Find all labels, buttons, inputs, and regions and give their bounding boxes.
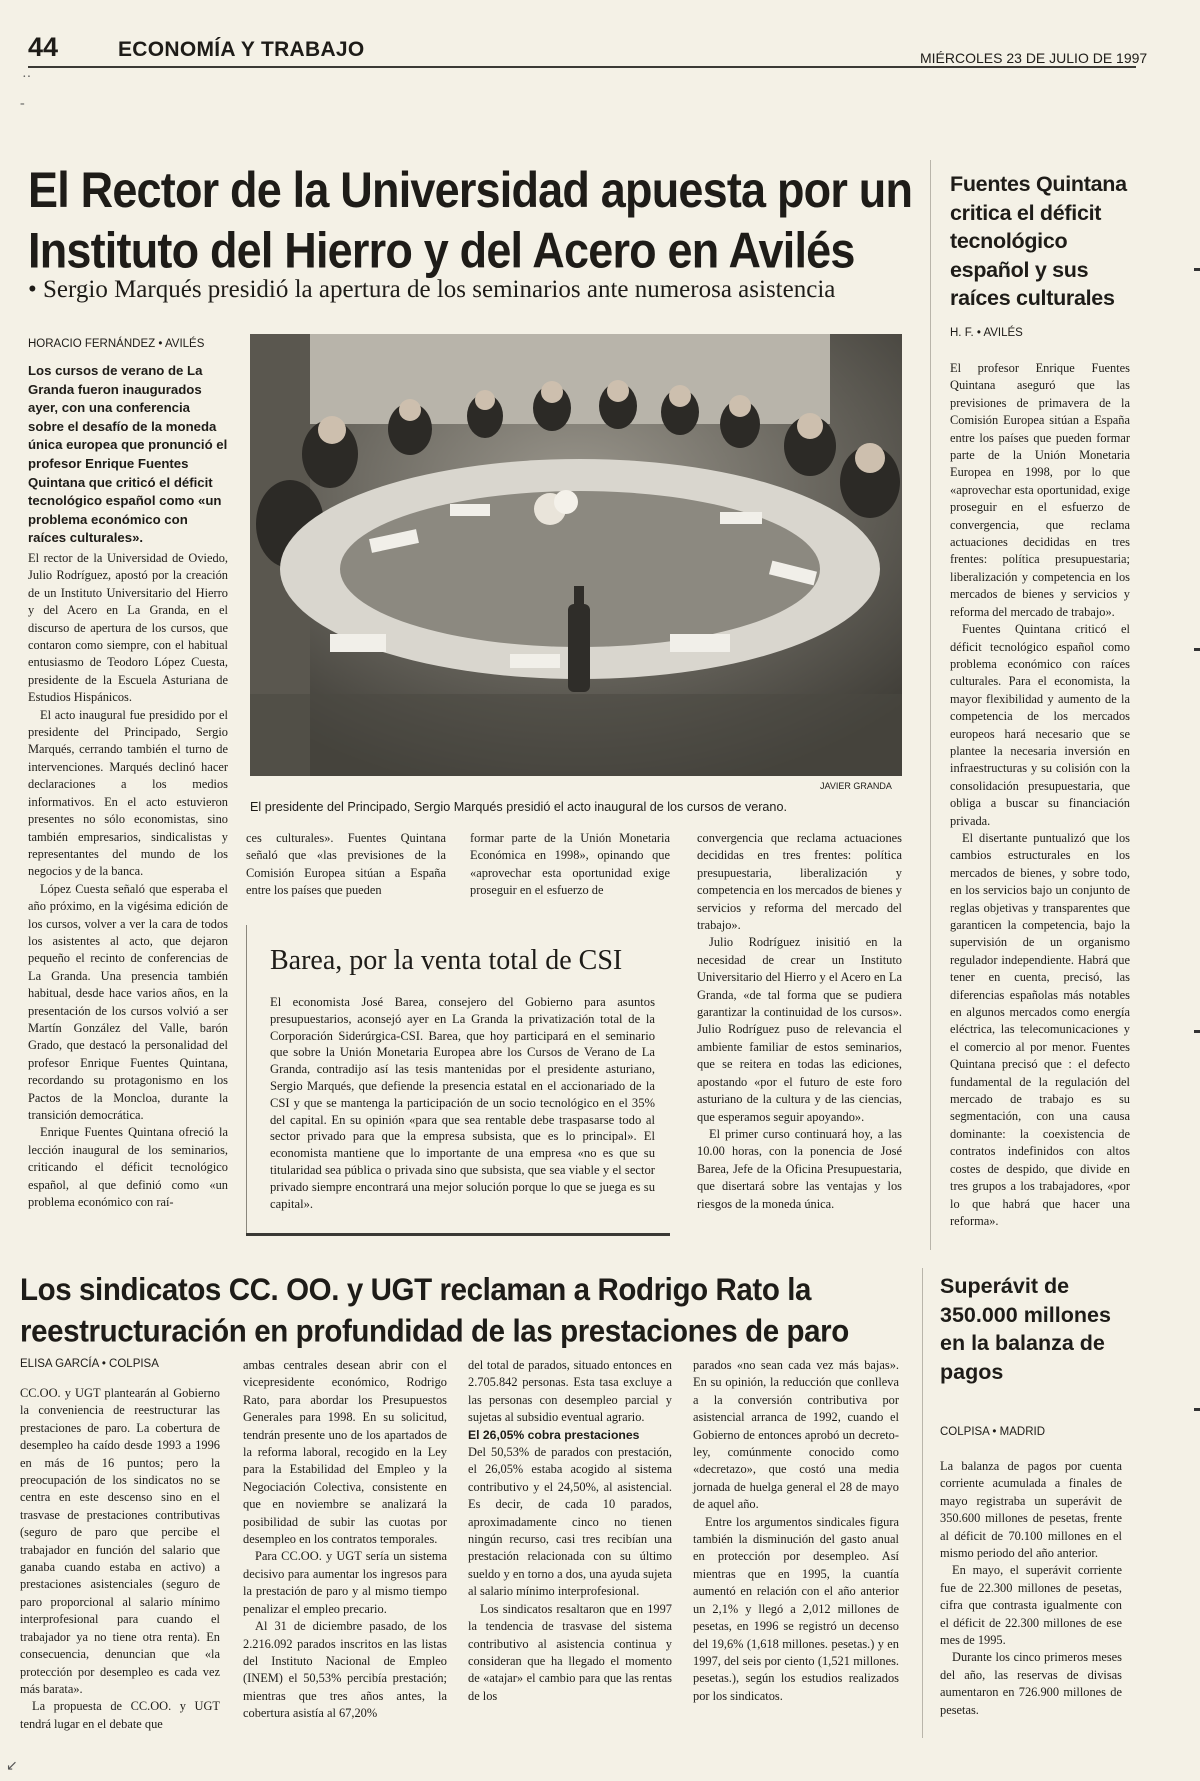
main-subheadline: • Sergio Marqués presidió la apertura de los seminarios ante numerosa asistencia: [28, 276, 836, 303]
column-divider: [922, 1268, 923, 1738]
header-rule: [28, 66, 1136, 68]
sidebar-top-title: Fuentes Quintana critica el déficit tecnológico español y sus raíces culturales: [950, 172, 1127, 311]
byline-place: COLPISA: [109, 1358, 159, 1370]
photo-credit: JAVIER GRANDA: [820, 781, 892, 791]
paragraph: Enrique Fuentes Quintana ofreció la lección inaugural de los seminarios, criticando el déficit tecnológico español, al que definió como «un problema económico con raí-: [28, 1125, 228, 1210]
paragraph: El disertante puntualizó que los cambios estructurales en los mercados de bienes, y sobre todo, en los servicios bajo un conjunto de reglas objetivas y transparentes que garanticen la competencia, bajo la supervisión de un organismo regulador independiente. Habrá que tener en cuenta, precisó, las diferencias españolas más notables en algunos mercados como energía eléctrica, las telecomunicaciones y el comercio al por menor. Fuentes Quintana precisó que : el defecto fundamental de la regulación del mercado de trabajo es su segmentación, con una causa dominante: la coexistencia de contratos indefinidos con altos costes de despido, que divide en tres grupos a los trabajadores, «por lo que habrá que hacer una reforma».: [950, 830, 1130, 1228]
sidebar-bottom-byline: COLPISA • MADRID: [940, 1426, 1046, 1438]
second-headline-line: Los sindicatos CC. OO. y UGT reclaman a Rodrigo Rato la: [20, 1272, 812, 1308]
byline-place: AVILÉS: [983, 327, 1023, 339]
main-column-2: [246, 830, 446, 900]
main-column-3: [470, 830, 670, 900]
column-divider: [930, 160, 931, 1250]
section-subhead: El 26,05% cobra prestaciones: [468, 1427, 640, 1442]
main-column-4: [697, 830, 902, 1213]
page-number: 44: [28, 32, 59, 62]
paragraph: formar parte de la Unión Monetaria Económica en 1998», opinando que «aprovechar esta oportunidad exige proseguir en el esfuerzo de: [470, 831, 670, 898]
second-column-1: [20, 1385, 220, 1733]
byline-author: COLPISA: [940, 1426, 990, 1438]
scan-mark: [1194, 1030, 1200, 1033]
paragraph: En mayo, el superávit corriente fue de 22.300 millones de pesetas, cifra que contrasta igualmente con el déficit de 22.300 millones de ese mes de 1995.: [940, 1563, 1122, 1648]
box-rule: [246, 1233, 670, 1236]
byline-author: H. F.: [950, 327, 974, 339]
barea-box-body: El economista José Barea, consejero del Gobierno para asuntos presupuestarios, aconsejó ayer en La Granda la privatización total de la Corporación Siderúrgica-CSI. Barea, que hoy participará en el seminario que sobre la Unión Monetaria Europea abre los Cursos de Verano de La Granda, contradijo así las tesis mantenidas por el presidente asturiano, Sergio Marqués, que defiende la presencia estatal en el accionariado de la CSI y que se mantenga la participación de un socio tecnológico en el 35% del capital. En su opinión «para que sea rentable debe traspasarse todo al sector privado para que la empresa subsista, que es lo principal». El economista mantiene que lo importante de una empresa «no es que su titularidad sea pública o privada sino que subsista, que sea viable y el sector privado siempre encontrará una mejor solución porque lo que se juega es su capital».: [270, 995, 655, 1211]
paragraph: ces culturales». Fuentes Quintana señaló que «las previsiones de la Comisión Europea sitúan a España entre los países que pueden: [246, 831, 446, 898]
box-divider: [246, 925, 247, 1233]
scan-mark: ↙: [6, 1759, 18, 1774]
paragraph: Fuentes Quintana criticó el déficit tecnológico español como problema económico con raíces culturales. Para el economista, la mayor flexibilidad y aumento de la competencia de los mercados europeos hará necesario que se plantee la necesaria inversión en infraestructuras y su colisión con la consolidación presupuestaria, que obliga a buscar su financiación privada.: [950, 622, 1130, 828]
paragraph: La balanza de pagos por cuenta corriente acumulada a finales de mayo registraba un superávit de 350.600 millones de pesetas, frente al déficit de 70.100 millones en el mismo periodo del año anterior.: [940, 1459, 1122, 1561]
main-column-1: [28, 550, 228, 1211]
paragraph: El acto inaugural fue presidido por el presidente del Principado, Sergio Marqués, cerrando también el turno de intervenciones. Marqués declinó hacer declaraciones a los medios informativos. En el acto estuvieron presentes no sólo economistas, sino también empresarios, sindicalistas y representantes del mundo de los negocios y de la banca.: [28, 707, 228, 879]
section-title: ECONOMÍA Y TRABAJO: [118, 38, 365, 61]
second-column-4: [693, 1357, 899, 1705]
paragraph: Al 31 de diciembre pasado, de los 2.216.092 parados inscritos en las listas del Instituto Nacional de Empleo (INEM) el 50,53% percibía prestación; mientras que tres años antes, la cobertura asistía al 67,20%: [243, 1619, 447, 1721]
paragraph: del total de parados, situado entonces en 2.705.842 personas. Esta tasa excluye a las personas con desempleo parcial y sujetas al subsidio eventual agrario.: [468, 1358, 672, 1425]
scan-mark: ‐: [20, 96, 25, 111]
paragraph: López Cuesta señaló que esperaba el año próximo, en la vigésima edición de los cursos, volver a ver la cara de todos los asistentes al acto, que dejaron pequeño el recinto de conferencias de La Granda. Una presencia también habitual, desde hace varios años, en la presentación de los cursos volvió a ser Martín González del Valle, barón Grado, que destacó la personalidad del profesor Enrique Fuentes Quintana, recordando su protagonismo en los Pactos de la Moncloa, durante la transición democrática.: [28, 881, 228, 1122]
photo-caption: El presidente del Principado, Sergio Marqués presidió el acto inaugural de los cursos de verano.: [250, 800, 787, 814]
paragraph: Del 50,53% de parados con prestación, el 26,05% estaba acogido al sistema contributivo y el 24,50%, al asistencial. Es decir, de cada 10 parados, aproximadamente cinco no tienen ningún recurso, casi tres recibían una prestación relacionada con su último sueldo y en torno a dos, una ayuda sujeta al salario mínimo interprofesional.: [468, 1445, 672, 1599]
main-headline: [28, 160, 928, 281]
paragraph: Durante los cinco primeros meses del año, las reservas de divisas aumentaron en 726.900 millones de pesetas.: [940, 1650, 1122, 1717]
paragraph: El rector de la Universidad de Oviedo, Julio Rodríguez, apostó por la creación de un Instituto Universitario del Hierro y del Acero en La Granda, en el discurso de apertura de los cursos, que contaron como siempre, con el habitual entusiasmo de Teodoro López Cuesta, presidente de la Escuela Asturiana de Estudios Hispánicos.: [28, 551, 228, 705]
second-column-2: [243, 1357, 447, 1723]
sidebar-bottom-title: Superávit de 350.000 millones en la balanza de pagos: [940, 1274, 1111, 1384]
byline-place: MADRID: [999, 1426, 1046, 1438]
second-column-3: [468, 1357, 672, 1705]
byline-author: HORACIO FERNÁNDEZ: [28, 338, 156, 350]
sidebar-top-body: [950, 360, 1130, 1230]
meeting-photo-illustration: [250, 334, 902, 776]
paragraph: El profesor Enrique Fuentes Quintana aseguró que las previsiones de primavera de la Comisión Europea sitúan a España entre los países que pueden formar parte de la Unión Monetaria Europea en 1998, por lo que «aprovechar esta oportunidad, exige proseguir en el esfuerzo de convergencia, que reclama actuaciones decididas en tres frentes: política presupuestaria; liberalización y competencia en los mercados de bienes y servicios y reforma del mercado de trabajo».: [950, 361, 1130, 619]
byline-author: ELISA GARCÍA: [20, 1358, 99, 1370]
second-headline: [20, 1270, 920, 1352]
second-headline-line: reestructuración en profundidad de las prestaciones de paro: [20, 1313, 849, 1349]
meeting-photo: [250, 334, 902, 776]
scan-mark: ··: [22, 70, 32, 85]
main-headline-line: El Rector de la Universidad apuesta por un: [28, 161, 913, 219]
paragraph: Julio Rodríguez inisitió en la necesidad de crear un Instituto Universitario del Hierro y el Acero en La Granda, «de tal forma que se pudiera garantizar la continuidad de los cursos». Julio Rodríguez puso de relevancia el ambiente familiar de estos seminarios, que se reitera en todas las ediciones, apostando «por el futuro de este foro asturiano de la cultura y de las ciencias, que esperamos seguir apoyando».: [697, 935, 902, 1124]
paragraph: ambas centrales desean abrir con el vicepresidente económico, Rodrigo Rato, para abordar los Presupuestos Generales para 1998. En su solicitud, tendrán presente uno de los apartados de la reforma laboral, recogido en la Ley para la Estabilidad del Empleo y la Negociación Colectiva, consistente en que en noviembre se analizará la posibilidad de subir las cuotas por desempleo en los contratos temporales.: [243, 1358, 447, 1547]
scan-mark: [1194, 648, 1200, 651]
paragraph: CC.OO. y UGT plantearán al Gobierno la conveniencia de reestructurar las prestaciones de paro. La cobertura de desempleo ha caído desde 1993 a 1996 en más de 16 puntos; pero la preocupación de los sindicatos no se centra en este descenso sino en el trasvase de prestaciones contributivas (seguro de paro que percibe el trabajador en función del salario que ganaba cuando estaba en activo) a prestaciones asistenciales (seguro de paro proporcional al salario mínimo interprofesional para cuando el trabajador ya no tiene otra renta). En consecuencia, denuncian que «la protección por desempleo es cada vez más barata».: [20, 1386, 220, 1696]
scan-mark: [1194, 268, 1200, 271]
byline-place: AVILÉS: [164, 338, 205, 350]
paragraph: Para CC.OO. y UGT sería un sistema decisivo para aumentar los ingresos para la prestación de paro y al mismo tiempo penalizar el empleo precario.: [243, 1549, 447, 1616]
paragraph: La propuesta de CC.OO. y UGT tendrá lugar en el debate que: [20, 1699, 220, 1731]
main-headline-line: Instituto del Hierro y del Acero en Avilés: [28, 221, 855, 279]
sidebar-top-byline: H. F. • AVILÉS: [950, 327, 1023, 339]
paragraph: El primer curso continuará hoy, a las 10.00 horas, con la ponencia de José Barea, Jefe de la Oficina Presupuestaria, que disertará sobre las ventajas y los riesgos de la moneda única.: [697, 1126, 902, 1211]
issue-date: MIÉRCOLES 23 DE JULIO DE 1997: [920, 50, 1148, 66]
barea-box-title: Barea, por la venta total de CSI: [270, 945, 623, 976]
paragraph: parados «no sean cada vez más bajas». En su opinión, la reducción que conlleva a la conversión contributiva por asistencial arranca de 1992, cuando el Gobierno de entonces aprobó un decreto-ley, comúnmente conocido como «decretazo», que costó una media jornada de huelga general el 28 de mayo de aquel año.: [693, 1358, 899, 1512]
scan-mark: [1194, 1408, 1200, 1411]
second-byline: ELISA GARCÍA • COLPISA: [20, 1358, 159, 1370]
paragraph: Entre los argumentos sindicales figura también la disminución del gasto anual en protección por desempleo. Así mientras que en 1995, la cuantía aumentó en relación con el año anterior un 2,1% y llegó a 2,012 millones de pesetas, en 1996 se registró un decenso del 19,6% (1,618 millones. pesetas.) y en 1997, del seis por ciento (1,521 millones. pesetas.), según los estudios realizados por los sindicatos.: [693, 1514, 899, 1703]
paragraph: Los sindicatos resaltaron que en 1997 la tendencia de trasvase del sistema contributivo al asistencia continua y consideran que ha llegado el momento de «atajar» el cambio para que las rentas de los: [468, 1601, 672, 1703]
main-byline: HORACIO FERNÁNDEZ • AVILÉS: [28, 338, 205, 350]
paragraph: convergencia que reclama actuaciones decididas en tres frentes: política presupuestaria, liberalización y competencia en los mercados de bienes y servicios y reforma del mercado del trabajo».: [697, 831, 902, 933]
main-lede: Los cursos de verano de La Granda fueron inaugurados ayer, con una conferencia sobre el desafío de la moneda única europea que pronunció el profesor Enrique Fuentes Quintana que criticó el déficit tecnológico español como «un problema económico con raíces culturales».: [28, 363, 228, 546]
sidebar-bottom-body: [940, 1458, 1122, 1719]
